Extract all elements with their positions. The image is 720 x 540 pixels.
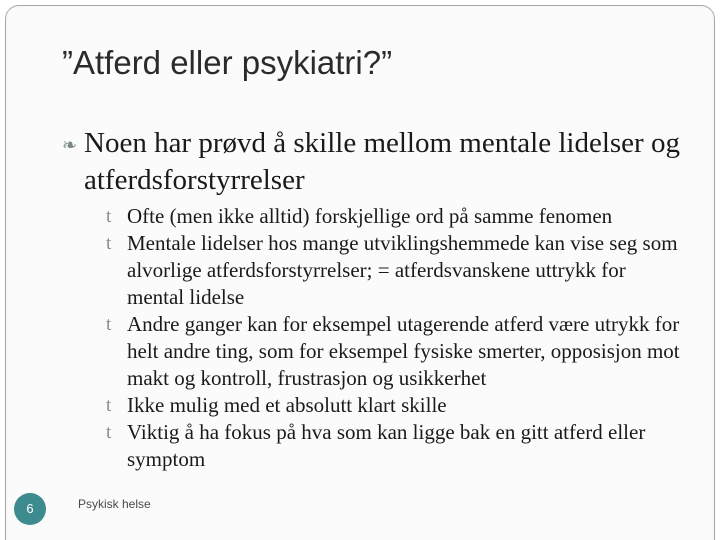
main-point-text: Noen har prøvd å skille mellom mentale lidelser og atferdsforstyrrelser	[84, 127, 680, 196]
sub-point	[106, 392, 686, 419]
slide-number-badge: 6	[14, 493, 46, 525]
sub-point	[106, 230, 686, 311]
sub-bullet-icon: t	[106, 314, 112, 335]
sub-point	[106, 311, 686, 392]
sub-point-list	[106, 203, 686, 473]
sub-point-text: Ofte (men ikke alltid) forskjellige ord på samme fenomen	[127, 204, 613, 228]
slide-footer: Psykisk helse	[78, 497, 151, 511]
sub-bullet-icon: t	[106, 422, 112, 443]
sub-point-text: Viktig å ha fokus på hva som kan ligge bak en gitt atferd eller symptom	[127, 420, 646, 471]
sub-point	[106, 419, 686, 473]
sub-bullet-icon: t	[106, 233, 112, 254]
sub-point-text: Ikke mulig med et absolutt klart skille	[127, 393, 447, 417]
flourish-bullet-icon: ❧	[62, 134, 78, 155]
slide-title: ”Atferd eller psykiatri?”	[62, 44, 393, 81]
main-point	[62, 126, 692, 198]
sub-point-text: Mentale lidelser hos mange utviklingshemmede kan vise seg som alvorlige atferdsforstyrrelser; = atferdsvanskene uttrykk for mental lidelse	[127, 231, 678, 309]
sub-bullet-icon: t	[106, 206, 112, 227]
sub-point-text: Andre ganger kan for eksempel utagerende atferd være utrykk for helt andre ting, som for eksempel fysiske smerter, opposisjon mot makt og kontroll, frustrasjon og usikkerhet	[127, 312, 680, 390]
main-point-line	[62, 126, 692, 198]
sub-bullet-icon: t	[106, 395, 112, 416]
sub-point	[106, 203, 686, 230]
